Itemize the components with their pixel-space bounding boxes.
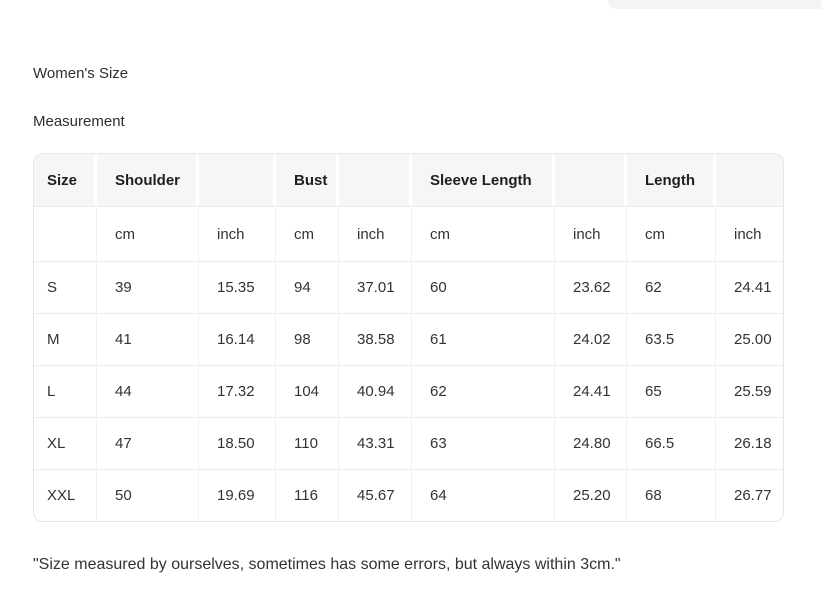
units-row bbox=[34, 206, 784, 261]
value-cell: 50 bbox=[97, 469, 199, 521]
unit-cell: inch bbox=[339, 206, 412, 261]
value-cell: 17.32 bbox=[199, 365, 276, 417]
value-cell: 62 bbox=[412, 365, 555, 417]
value-cell: 63 bbox=[412, 417, 555, 469]
women-size-heading: Women's Size bbox=[33, 65, 129, 82]
header-cell bbox=[199, 154, 276, 206]
value-cell: 16.14 bbox=[199, 313, 276, 365]
value-cell: 116 bbox=[276, 469, 339, 521]
unit-cell: cm bbox=[276, 206, 339, 261]
size-table-container bbox=[33, 153, 784, 522]
unit-cell: cm bbox=[627, 206, 716, 261]
value-cell: 43.31 bbox=[339, 417, 412, 469]
unit-cell bbox=[34, 206, 97, 261]
table-row-xl bbox=[34, 417, 784, 469]
value-cell: 24.41 bbox=[555, 365, 627, 417]
value-cell: 62 bbox=[627, 261, 716, 313]
value-cell: 24.41 bbox=[716, 261, 784, 313]
value-cell: 18.50 bbox=[199, 417, 276, 469]
size-cell: L bbox=[34, 365, 97, 417]
value-cell: 68 bbox=[627, 469, 716, 521]
size-table bbox=[34, 154, 784, 521]
table-row-m bbox=[34, 313, 784, 365]
table-row-s bbox=[34, 261, 784, 313]
header-cell-shoulder: Shoulder bbox=[97, 154, 199, 206]
value-cell: 60 bbox=[412, 261, 555, 313]
value-cell: 61 bbox=[412, 313, 555, 365]
header-cell bbox=[716, 154, 784, 206]
value-cell: 38.58 bbox=[339, 313, 412, 365]
value-cell: 26.77 bbox=[716, 469, 784, 521]
value-cell: 25.59 bbox=[716, 365, 784, 417]
unit-cell: inch bbox=[555, 206, 627, 261]
unit-cell: cm bbox=[97, 206, 199, 261]
table-row-xxl bbox=[34, 469, 784, 521]
value-cell: 98 bbox=[276, 313, 339, 365]
value-cell: 25.00 bbox=[716, 313, 784, 365]
value-cell: 23.62 bbox=[555, 261, 627, 313]
value-cell: 44 bbox=[97, 365, 199, 417]
value-cell: 39 bbox=[97, 261, 199, 313]
value-cell: 19.69 bbox=[199, 469, 276, 521]
unit-cell: inch bbox=[199, 206, 276, 261]
header-cell-size: Size bbox=[34, 154, 97, 206]
size-cell: XXL bbox=[34, 469, 97, 521]
value-cell: 24.80 bbox=[555, 417, 627, 469]
value-cell: 65 bbox=[627, 365, 716, 417]
header-cell bbox=[555, 154, 627, 206]
value-cell: 47 bbox=[97, 417, 199, 469]
value-cell: 94 bbox=[276, 261, 339, 313]
size-disclaimer-note: "Size measured by ourselves, sometimes has some errors, but always within 3cm." bbox=[33, 556, 621, 573]
value-cell: 104 bbox=[276, 365, 339, 417]
size-cell: XL bbox=[34, 417, 97, 469]
value-cell: 40.94 bbox=[339, 365, 412, 417]
value-cell: 25.20 bbox=[555, 469, 627, 521]
value-cell: 15.35 bbox=[199, 261, 276, 313]
value-cell: 41 bbox=[97, 313, 199, 365]
value-cell: 45.67 bbox=[339, 469, 412, 521]
header-cell-sleeve-length: Sleeve Length bbox=[412, 154, 555, 206]
value-cell: 24.02 bbox=[555, 313, 627, 365]
value-cell: 110 bbox=[276, 417, 339, 469]
table-row-l bbox=[34, 365, 784, 417]
value-cell: 64 bbox=[412, 469, 555, 521]
header-cell-bust: Bust bbox=[276, 154, 339, 206]
header-row bbox=[34, 154, 784, 206]
header-cell-length: Length bbox=[627, 154, 716, 206]
size-cell: M bbox=[34, 313, 97, 365]
value-cell: 66.5 bbox=[627, 417, 716, 469]
unit-cell: inch bbox=[716, 206, 784, 261]
top-right-cutoff-element bbox=[608, 0, 821, 9]
value-cell: 63.5 bbox=[627, 313, 716, 365]
unit-cell: cm bbox=[412, 206, 555, 261]
measurement-heading: Measurement bbox=[33, 113, 125, 130]
size-cell: S bbox=[34, 261, 97, 313]
value-cell: 26.18 bbox=[716, 417, 784, 469]
value-cell: 37.01 bbox=[339, 261, 412, 313]
header-cell bbox=[339, 154, 412, 206]
